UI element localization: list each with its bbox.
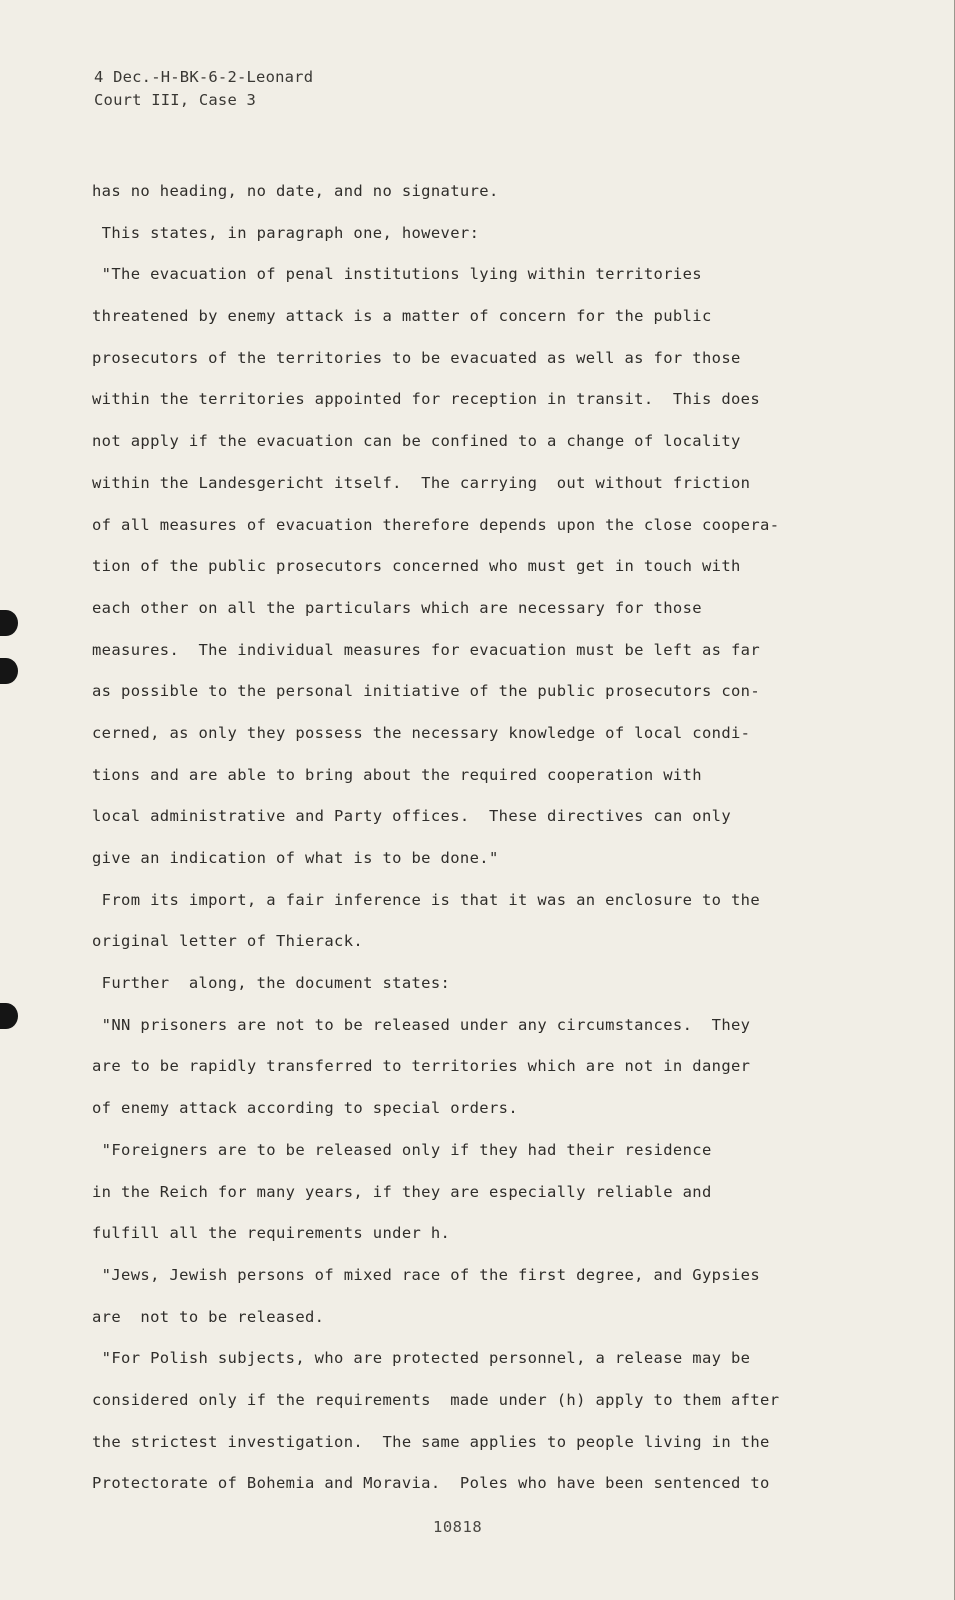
body-line: has no heading, no date, and no signature. xyxy=(92,182,499,200)
body-line: of all measures of evacuation therefore depends upon the close coopera- xyxy=(92,515,780,534)
body-line: in the Reich for many years, if they are especially reliable and xyxy=(92,1182,712,1201)
body-line: tion of the public prosecutors concerned who must get in touch with xyxy=(92,557,741,576)
document-header xyxy=(94,66,313,112)
body-line: prosecutors of the territories to be evacuated as well as for those xyxy=(92,348,741,367)
body-line: "The evacuation of penal institutions lying within territories xyxy=(92,265,702,284)
header-court-case: Court III, Case 3 xyxy=(94,91,257,109)
body-line: give an indication of what is to be done." xyxy=(92,849,499,867)
document-body xyxy=(92,171,832,1505)
body-line: within the territories appointed for reception in transit. This does xyxy=(92,390,761,409)
body-line: "NN prisoners are not to be released under any circumstances. They xyxy=(92,1015,751,1034)
body-line: each other on all the particulars which are necessary for those xyxy=(92,598,702,617)
body-line: cerned, as only they possess the necessary knowledge of local condi- xyxy=(92,723,751,742)
body-line: Further along, the document states: xyxy=(92,974,451,993)
punch-hole-mark xyxy=(0,610,18,636)
body-line: original letter of Thierack. xyxy=(92,932,364,951)
header-reference: 4 Dec.-H-BK-6-2-Leonard xyxy=(94,68,314,86)
body-line: "Foreigners are to be released only if they had their residence xyxy=(92,1140,712,1159)
body-line: threatened by enemy attack is a matter of concern for the public xyxy=(92,307,712,326)
body-line: "For Polish subjects, who are protected personnel, a release may be xyxy=(92,1349,751,1368)
body-line: tions and are able to bring about the required cooperation with xyxy=(92,765,702,784)
body-line: are to be rapidly transferred to territories which are not in danger xyxy=(92,1057,751,1076)
body-line: From its import, a fair inference is that it was an enclosure to the xyxy=(92,890,761,909)
body-line: This states, in paragraph one, however: xyxy=(92,223,480,242)
body-line: measures. The individual measures for evacuation must be left as far xyxy=(92,640,761,659)
body-line: within the Landesgericht itself. The carrying out without friction xyxy=(92,473,751,492)
body-line: fulfill all the requirements under h. xyxy=(92,1224,451,1243)
body-line: considered only if the requirements made under (h) apply to them after xyxy=(92,1390,780,1409)
body-line: not apply if the evacuation can be confined to a change of locality xyxy=(92,432,741,451)
punch-hole-mark xyxy=(0,1003,18,1029)
body-line: of enemy attack according to special orders. xyxy=(92,1099,518,1118)
body-line: the strictest investigation. The same applies to people living in the xyxy=(92,1432,770,1451)
body-line: as possible to the personal initiative of the public prosecutors con- xyxy=(92,682,761,701)
body-line: local administrative and Party offices. These directives can only xyxy=(92,807,731,826)
body-line: Protectorate of Bohemia and Moravia. Poles who have been sentenced to xyxy=(92,1474,770,1493)
punch-hole-mark xyxy=(0,658,18,684)
page-number: 10818 xyxy=(433,1518,483,1536)
body-line: "Jews, Jewish persons of mixed race of the first degree, and Gypsies xyxy=(92,1265,761,1284)
body-line: are not to be released. xyxy=(92,1307,325,1326)
